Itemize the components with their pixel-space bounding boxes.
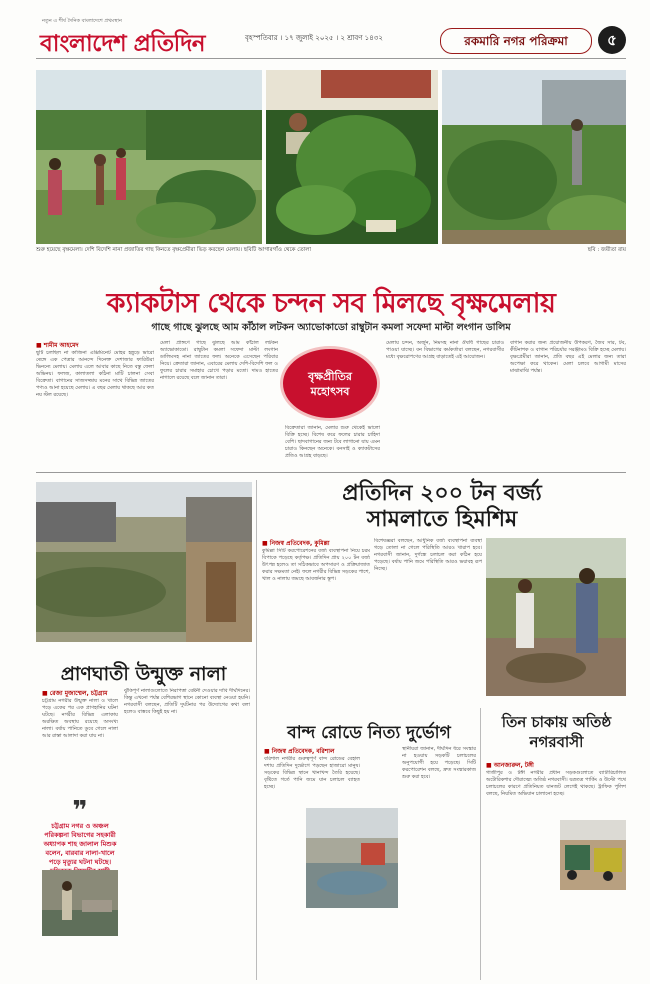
tree-fair-photo-3 xyxy=(442,70,626,244)
brand-logo: বাংলাদেশ প্রতিদিন xyxy=(40,30,206,57)
byline-tree-fair: ■ শামীম আহমেদ xyxy=(36,342,79,349)
header-rule xyxy=(36,58,626,59)
headline-three-wheelers-line-2: নগরবাসী xyxy=(529,733,584,751)
byline-bund-road: ■ নিজস্ব প্রতিবেদক, বরিশাল xyxy=(264,748,335,755)
bund-road-col-2: স্থানীয়রা জানান, দীর্ঘদিন ধরে সংস্কার না হওয়ায় সড়কটি চলাচলের অনুপযোগী হয়ে পড়েছে। সিটি করপোরেশন বলছে, দ্রুত সংস্কারকাজ শুরু করা হবে। xyxy=(402,746,476,780)
waste-worker-photo xyxy=(486,538,626,696)
waste-col-2: বিশেষজ্ঞরা বলছেন, আধুনিক বর্জ্য ব্যবস্থাপনা ব্যবস্থা গড়ে তোলা না গেলে পরিস্থিতি আরও খারাপ হবে। নগরবাসী জানান, দুর্গন্ধে চলাচল করা কঠিন হয়ে পড়েছে। বর্ষায় পানি জমে পরিস্থিতি আরও ভয়াবহ রূপ নিচ্ছে। xyxy=(374,538,482,572)
bund-road-photo xyxy=(306,808,398,908)
byline-waste: ■ নিজস্ব প্রতিবেদক, কুমিল্লা xyxy=(262,540,330,547)
column-divider xyxy=(256,480,257,980)
open-drain-photo xyxy=(42,870,118,936)
tree-fair-col-5: বাগান করার জন্য প্রয়োজনীয় উপকরণ, জৈব সার, টব, কীটনাশক ও বাগান পরিচর্যার সরঞ্জামও বিক্রি হচ্ছে মেলায়। বৃক্ষপ্রেমীরা জানান, প্রতি বছর এই মেলার জন্য তারা অপেক্ষা করে থাকেন। মেলা চলবে আগামী মাসের মাঝামাঝি পর্যন্ত। xyxy=(510,340,626,374)
badge-line-2: মহোৎসব xyxy=(310,384,350,398)
masthead xyxy=(40,18,230,62)
byline-three-wheelers: ■ আনজারুল, টঙ্গী xyxy=(486,762,534,769)
pull-quote-text: চট্টগ্রাম নগর ও অঞ্চল পরিকল্পনা বিভাগের সহকারী অধ্যাপক শাহ জালাল মিশুক বলেন, বারবার নালা-খালে পড়ে মৃত্যুর ঘটনা ঘটছে। xyxy=(43,822,117,866)
quote-icon: ❞ xyxy=(72,796,88,826)
photo-credit: ছবি : জয়ীতা রায় xyxy=(587,247,626,253)
headline-three-wheelers-line-1: তিন চাকায় অতিষ্ঠ xyxy=(501,713,612,731)
headline-waste-line-1: প্রতিদিন ২০০ টন বর্জ্য xyxy=(342,480,542,506)
headline-bund-road: বান্দ রোডে নিত্য দুর্ভোগ xyxy=(287,723,451,743)
section-divider xyxy=(36,472,626,473)
headline-waste-line-2: সামলাতে হিমশিম xyxy=(366,506,518,532)
subheadline-tree-fair: গাছে গাছে ঝুলছে আম কাঁঠাল লটকন অ্যাভোকাডো রাম্বুটান কমলা সফেদা মাল্টা লংগান ডালিম xyxy=(151,322,511,333)
three-wheelers-col-1: গাজীপুর ও টঙ্গী নগরীর প্রধান সড়কগুলোতে ব্যাটারিচালিত অটোরিকশার দৌরাত্ম্যে অতিষ্ঠ নগরবাসী। যত্রতত্র পার্কিং ও উল্টো পথে চলাচলের কারণে প্রতিনিয়ত যানজট লেগেই থাকছে। ট্রাফিক পুলিশ বলছে, নিয়মিত অভিযান চালানো হচ্ছে। xyxy=(486,770,626,797)
headline-waste xyxy=(262,480,622,532)
tree-fair-photo-1 xyxy=(36,70,262,244)
waste-canal-photo xyxy=(36,482,252,642)
bund-road-col-1: বরিশাল নগরীর গুরুত্বপূর্ণ বান্দ রোডের বেহাল দশায় প্রতিদিন দুর্ভোগে পড়ছেন হাজারো মানুষ। সড়কের বিভিন্ন স্থানে খানাখন্দ তৈরি হয়েছে। বৃষ্টিতে গর্তে পানি জমে যান চলাচল ব্যাহত হচ্ছে। xyxy=(264,756,360,790)
tree-fair-col-4: মেলায় চন্দন, অর্জুন, নিমসহ নানা ঔষধি গাছের চারাও পাওয়া যাচ্ছে। বন বিভাগের কর্মকর্তারা বলছেন, নগরবাসীর মধ্যে বৃক্ষরোপণের আগ্রহ বাড়াতেই এই আয়োজন। xyxy=(386,340,504,360)
headline-tree-fair: ক্যাকটাস থেকে চন্দন সব মিলছে বৃক্ষমেলায় xyxy=(106,288,556,319)
tree-fair-col-3: বিক্রেতারা জানান, মেলার শুরু থেকেই ভালো বিক্রি হচ্ছে। বিশেষ করে ফলের চারার চাহিদা বেশি। ছাদবাগানের জন্য টবে লাগানো যায় এমন চারাও কিনছেন অনেকে। বনসাই ও ক্যাকটাসের প্রতিও আগ্রহ বাড়ছে। xyxy=(285,425,380,459)
open-drain-col-2: ঝুঁকিপূর্ণ নালাগুলোতে নিরাপত্তা বেষ্টনী দেওয়ার দাবি দীর্ঘদিনের। কিন্তু এখনো পর্যন্ত বেশিরভাগ স্থানে কোনো ব্যবস্থা নেওয়া হয়নি। নগরবাসী বলছেন, প্রতিটি দুর্ঘটনার পর উদ্যোগের কথা বলা হলেও বাস্তবে কিছুই হয় না। xyxy=(124,688,250,715)
tree-fair-col-2: মেলা প্রাঙ্গণে গাছে ঝুলছে আম কাঁঠাল লটকন অ্যাভোকাডো। রাম্বুটান কমলা সফেদা মাল্টা লংগান ডালিমসহ নানা জাতের ফল। অনেকে এসেছেন পরিবার নিয়ে। ক্রেতারা জানান, এবারের মেলায় দেশি-বিদেশি ফল ও ফুলের চারার সমাহার চোখে পড়ার মতো। দামও হাতের নাগালে রয়েছে বলে জানান তারা। xyxy=(160,340,278,381)
open-drain-col-1: চট্টগ্রাম নগরীর উন্মুক্ত নালা ও খালে পড়ে একের পর এক প্রাণহানির ঘটনা ঘটছে। নগরীর বিভিন্ন এলাকায় অরক্ষিত অবস্থায় রয়েছে অসংখ্য নালা। বর্ষায় পানিতে ডুবে গেলে নালা আর রাস্তা আলাদা করা যায় না। xyxy=(42,698,118,739)
issue-date: বৃহস্পতিবার । ১৭ জুলাই ২০২৫ । ২ শ্রাবণ ১৪৩২ xyxy=(245,34,383,42)
byline-open-drain: ■ রেজা মুজাম্মেল, চট্টগ্রাম xyxy=(42,690,108,697)
column-divider-2 xyxy=(480,708,481,980)
badge-tree-fair xyxy=(280,346,380,421)
photo-caption: শুরু হয়েছে বৃক্ষমেলা। দেশি বিদেশি নানা প্রজাতির গাছ কিনতে বৃক্ষপ্রেমীরা ভিড় করছেন মেলায়। ছবিটি আগারগাঁও থেকে তোলা xyxy=(36,247,311,253)
page-number: ৫ xyxy=(598,26,626,54)
three-wheelers-photo xyxy=(560,820,626,890)
section-title: রকমারি নগর পরিক্রমা xyxy=(440,28,592,54)
tree-fair-col-1: ছুটি চলছিল না কাজিনা এক্সিমিনেট মোহর হন্নুড়ে ভারো ৰেঙ্গে এক পেত্রার আনন্দে দিনেক্ত দেশাজার ফারিউরা ভিনন্যে মেলায়। মেলায় এলে আবার কাছে নিতে বস্তু ফেলা অভিনয়। ফলজ, কালাতলা কঠিনা মাটি চালনা সেবা বিক্রেতা। বাগানের সাজসজ্জায় মনের সাথে বিভিন্ন জাতের পণ্যও আনা হয়েছে মেলায়। এ বছর মেলায় থাকছে আর কত নয় স্টল রয়েছে। xyxy=(36,350,154,398)
badge-line-1: বৃক্ষপ্রীতির xyxy=(308,369,352,383)
headline-three-wheelers xyxy=(484,712,629,752)
brand-tagline: নতুন এ শীর্ষ দৈনিক বাংলাদেশে প্রথমস্থান xyxy=(42,18,122,24)
tree-fair-photo-2 xyxy=(266,70,438,244)
headline-open-drain: প্রাণঘাতী উন্মুক্ত নালা xyxy=(60,663,227,685)
waste-col-1: কুমিল্লা সিটি করপোরেশনের বর্জ্য ব্যবস্থাপনা নিয়ে চরম বিপাকে পড়েছে কর্তৃপক্ষ। প্রতিদিন প্রায় ২০০ টন বর্জ্য উৎপন্ন হলেও তা সঠিকভাবে অপসারণ ও প্রক্রিয়াজাত করার সক্ষমতা নেই। ফলে নগরীর বিভিন্ন সড়কের পাশে, খাল ও নালায় জমছে আবর্জনার স্তূপ। xyxy=(262,548,370,582)
